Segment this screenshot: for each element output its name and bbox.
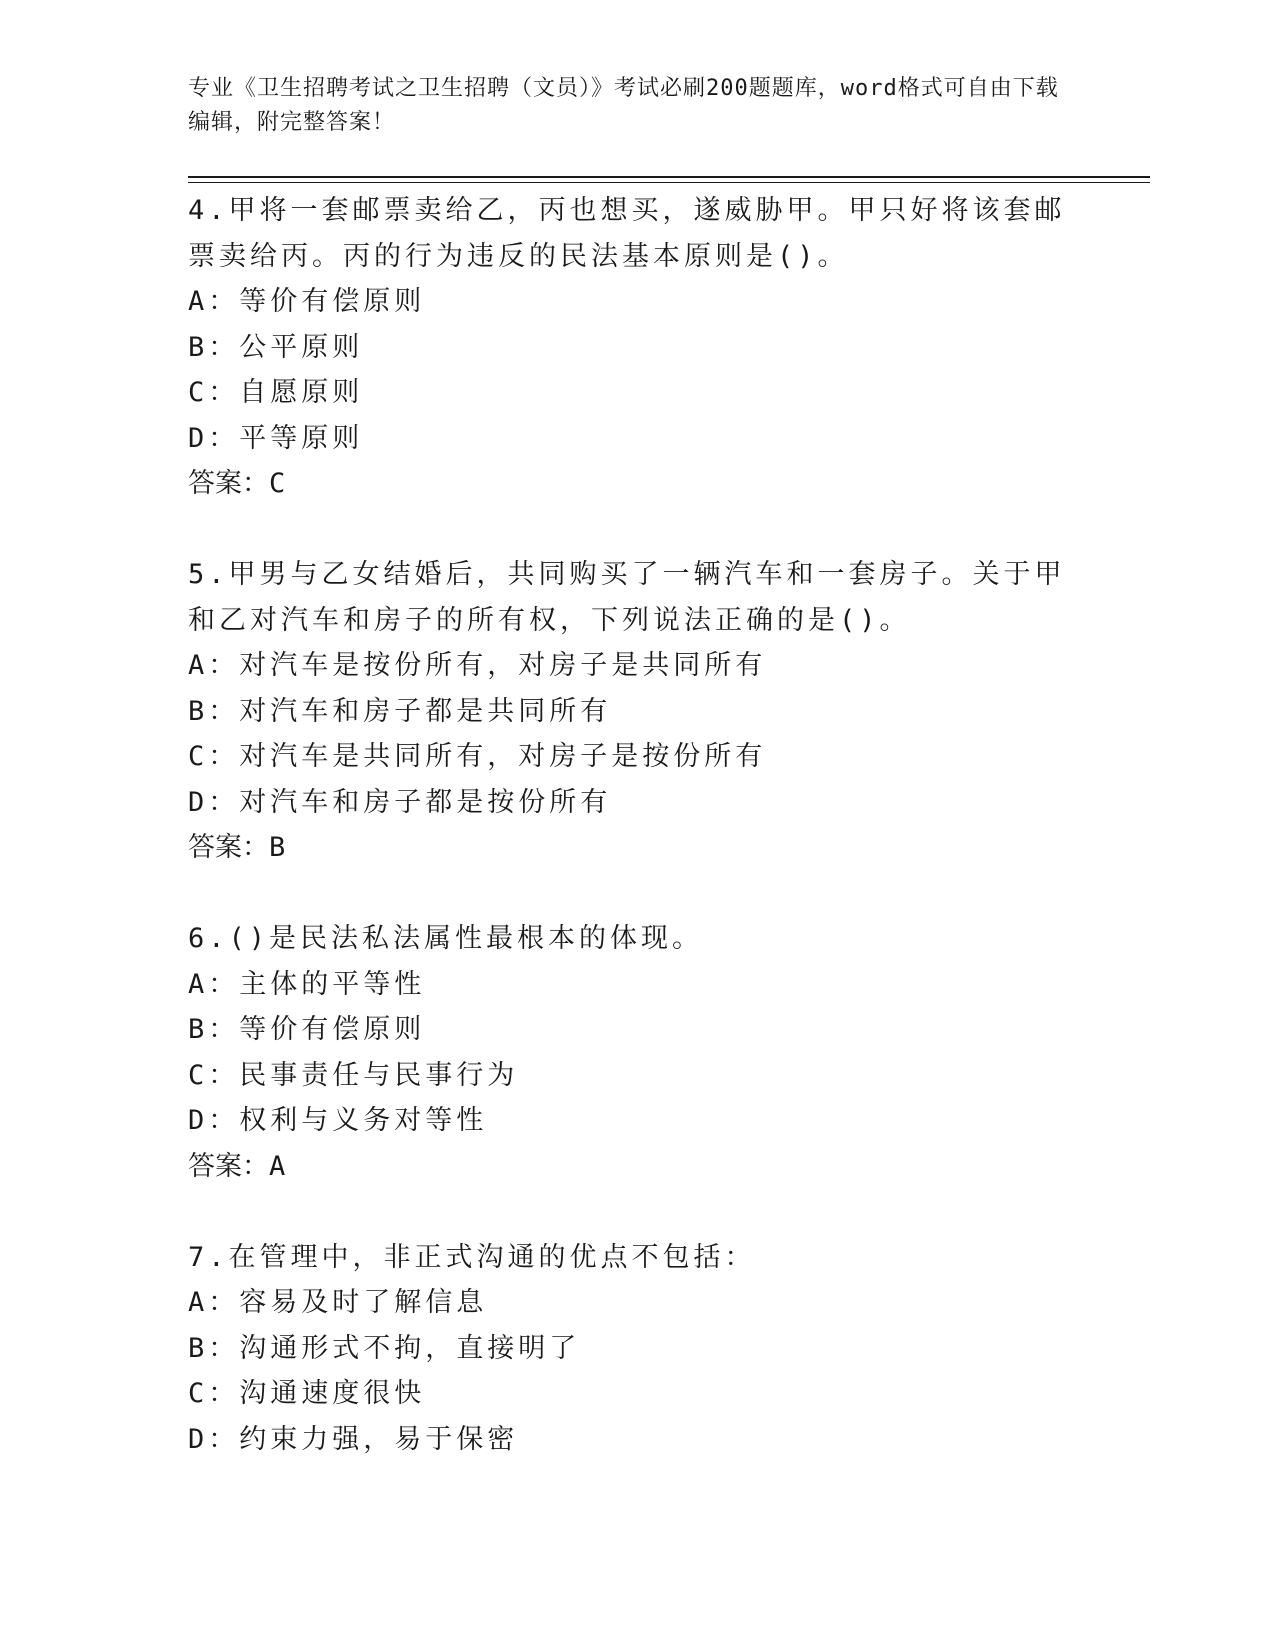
question-7 xyxy=(188,1235,1088,1463)
question-text: 6.()是民法私法属性最根本的体现。 xyxy=(188,923,704,954)
question-5 xyxy=(188,552,1088,871)
option-a: A：等价有偿原则 xyxy=(188,286,426,317)
option-a: A：主体的平等性 xyxy=(188,968,426,1000)
question-text: 7.在管理中，非正式沟通的优点不包括： xyxy=(188,1241,756,1273)
answer-label: 答案：A xyxy=(188,1150,286,1182)
option-b: B：等价有偿原则 xyxy=(188,1014,426,1045)
document-header: 专业《卫生招聘考试之卫生招聘（文员）》考试必刷200题题库，word格式可自由下载编辑，附完整答案！ xyxy=(188,76,1059,135)
option-d: D：约束力强，易于保密 xyxy=(188,1423,519,1455)
option-b: B：公平原则 xyxy=(188,331,364,363)
question-text: 5.甲男与乙女结婚后，共同购买了一辆汽车和一套房子。关于甲和乙对汽车和房子的所有权，下列说法正确的是()。 xyxy=(188,559,1066,636)
option-a: A：对汽车是按份所有，对房子是共同所有 xyxy=(188,650,767,681)
header-divider-thick xyxy=(188,176,1150,178)
option-b: B：对汽车和房子都是共同所有 xyxy=(188,695,612,727)
answer-label: 答案：B xyxy=(188,832,286,863)
option-c: C：民事责任与民事行为 xyxy=(188,1059,519,1091)
question-spacer xyxy=(188,871,1088,917)
answer-label: 答案：C xyxy=(188,468,286,499)
question-6 xyxy=(188,916,1088,1189)
option-d: D：对汽车和房子都是按份所有 xyxy=(188,786,612,818)
header-divider-thin xyxy=(188,182,1150,183)
option-c: C：自愿原则 xyxy=(188,377,364,408)
option-b: B：沟通形式不拘，直接明了 xyxy=(188,1332,581,1364)
question-spacer xyxy=(188,1189,1088,1235)
option-a: A：容易及时了解信息 xyxy=(188,1287,488,1318)
option-c: C：对汽车是共同所有，对房子是按份所有 xyxy=(188,741,767,772)
question-list xyxy=(188,188,1088,1462)
question-spacer xyxy=(188,507,1088,553)
option-d: D：平等原则 xyxy=(188,422,364,454)
question-4 xyxy=(188,188,1088,507)
option-d: D：权利与义务对等性 xyxy=(188,1105,488,1136)
question-text: 4.甲将一套邮票卖给乙，丙也想买，遂威胁甲。甲只好将该套邮票卖给丙。丙的行为违反的民法基本原则是()。 xyxy=(188,195,1066,272)
option-c: C：沟通速度很快 xyxy=(188,1378,426,1409)
